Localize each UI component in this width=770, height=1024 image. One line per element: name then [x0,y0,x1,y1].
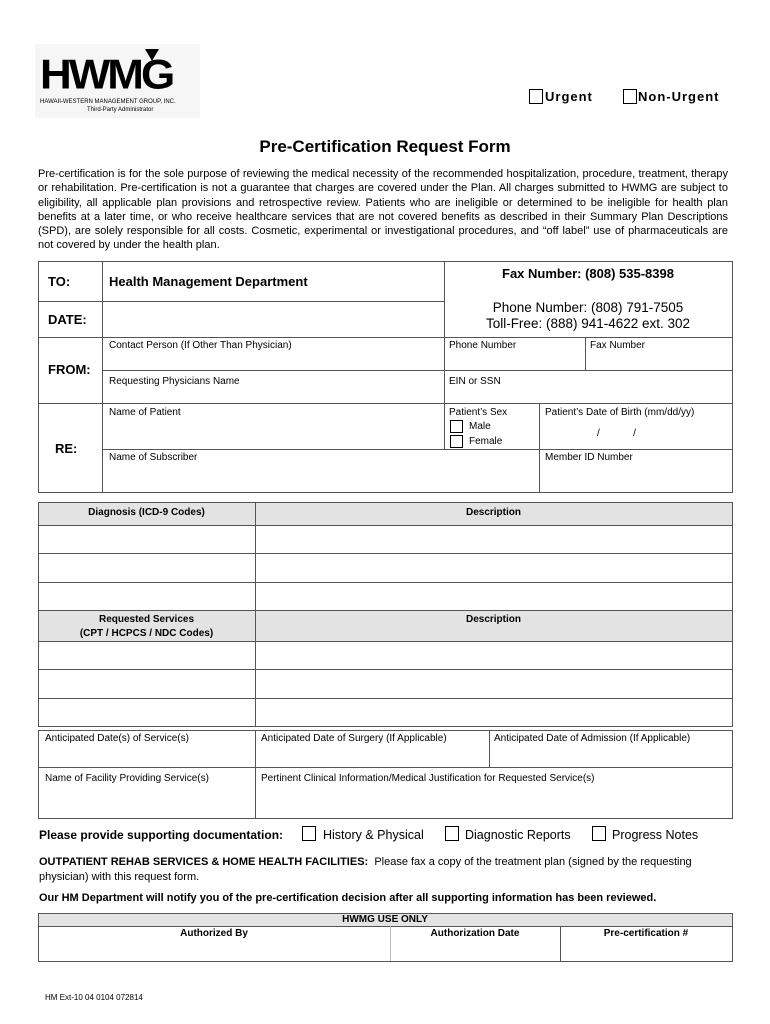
authorized-by-label: Authorized By [180,928,248,939]
history-physical-label: History & Physical [323,828,424,842]
intro-paragraph: Pre-certification is for the sole purpose of reviewing the medical necessity of the recommended hospitalization, procedure, treatment, therapy or rehabilitation. Pre-certification is not a guarantee that charges are covered under the Plan. All charges submitted to HWMG are subject to eligibility, all applicable plan provisions and retrospective review. Patients who are ineligible or determined to be ineligible for health plan benefits at a later time, or who receive healthcare services that are not covered benefits as described in their Summary Plan Descriptions (SPD), are solely responsible for all costs. Cosmetic, experimental or investigational procedures, and “off label” use of pharmaceuticals are not covered by under the health plan. [38,168,728,252]
outpatient-note [39,855,729,884]
logo-text: HWMG [40,51,173,98]
toll-free-number: Toll-Free: (888) 941-4622 ext. 302 [485,316,691,331]
services-header-sub: (CPT / HCPCS / NDC Codes) [79,628,214,639]
documentation-label: Please provide supporting documentation: [39,828,284,842]
notify-note: Our HM Department will notify you of the pre-certification decision after all supporting information has been reviewed. [39,892,657,904]
progress-notes-label: Progress Notes [612,828,699,842]
logo-subtitle: HAWAII-WESTERN MANAGEMENT GROUP, INC. [40,99,176,105]
history-physical-checkbox[interactable] [302,826,316,841]
diagnosis-description-header: Description [465,507,521,518]
male-label: Male [469,421,491,432]
female-label: Female [469,436,503,447]
non-urgent-label: Non-Urgent [638,89,720,104]
dob-separators: / / [597,428,636,439]
logo-tagline: Third-Party Administrator [87,107,154,113]
date-label: DATE: [48,312,87,327]
diagnosis-header: Diagnosis (ICD-9 Codes) [88,507,205,518]
urgent-checkbox[interactable] [529,89,543,104]
dob-field[interactable]: Patient’s Date of Birth (mm/dd/yy) [545,407,695,418]
from-fax-field[interactable]: Fax Number [590,340,646,351]
from-phone-field[interactable]: Phone Number [449,340,517,351]
member-id-field[interactable]: Member ID Number [545,452,633,463]
page-title: Pre-Certification Request Form [259,137,511,156]
urgent-label: Urgent [545,89,593,104]
re-label: RE: [55,441,78,456]
female-checkbox[interactable] [450,435,463,448]
subscriber-name-field[interactable]: Name of Subscriber [109,452,198,463]
precert-number-label: Pre-certification # [603,928,689,939]
authorization-date-label: Authorization Date [430,928,520,939]
male-checkbox[interactable] [450,420,463,433]
admission-date-field[interactable]: Anticipated Date of Admission (If Applicable) [494,733,691,744]
hwmg-logo [35,44,200,118]
clinical-info-field[interactable]: Pertinent Clinical Information/Medical Justification for Requested Service(s) [261,773,595,784]
patient-sex-label: Patient’s Sex [449,407,508,418]
physician-name-field[interactable]: Requesting Physicians Name [109,376,240,387]
patient-name-field[interactable]: Name of Patient [109,407,181,418]
date-field[interactable] [104,303,442,336]
diagnostic-reports-label: Diagnostic Reports [465,828,571,842]
surgery-date-field[interactable]: Anticipated Date of Surgery (If Applicable) [261,733,447,744]
phone-number: Phone Number: (808) 791-7505 [492,300,684,315]
from-label: FROM: [48,362,91,377]
form-code-footer: HM Ext-10 04 0104 072814 [45,993,143,1002]
progress-notes-checkbox[interactable] [592,826,606,841]
service-dates-field[interactable]: Anticipated Date(s) of Service(s) [45,733,189,744]
outpatient-text: Please fax a copy of the treatment plan (signed by the requesting physician) with this request form. [39,856,695,883]
to-label: TO: [48,274,71,289]
diagnostic-reports-checkbox[interactable] [445,826,459,841]
to-value: Health Management Department [109,274,308,289]
use-only-title: HWMG USE ONLY [342,914,428,925]
outpatient-heading: OUTPATIENT REHAB SERVICES & HOME HEALTH FACILITIES: [39,856,369,868]
fax-number: Fax Number: (808) 535-8398 [502,266,674,281]
ein-ssn-field[interactable]: EIN or SSN [449,376,501,387]
facility-name-field[interactable]: Name of Facility Providing Service(s) [45,773,209,784]
non-urgent-checkbox[interactable] [623,89,637,104]
services-header: Requested Services [98,614,195,625]
contact-person-field[interactable]: Contact Person (If Other Than Physician) [109,340,292,351]
services-description-header: Description [465,614,521,625]
